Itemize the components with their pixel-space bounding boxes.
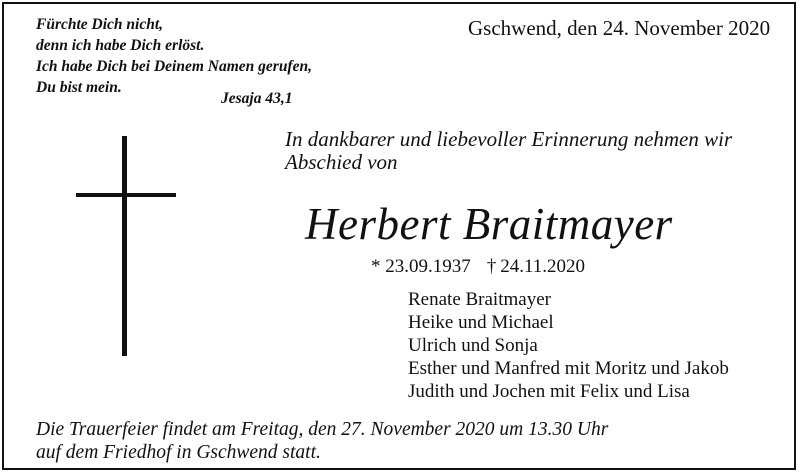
mourner-line: Esther und Manfred mit Moritz und Jakob: [408, 358, 729, 379]
bible-verse-line: Du bist mein.: [36, 79, 122, 96]
mourner-line: Renate Braitmayer: [408, 289, 551, 310]
death-date: 24.11.2020: [500, 256, 586, 277]
intro-line: In dankbarer und liebevoller Erinnerung nehmen wir: [285, 127, 733, 151]
life-dates: [371, 256, 585, 278]
mourner-line: Judith und Jochen mit Felix und Lisa: [408, 381, 690, 402]
bible-verse: [36, 14, 312, 98]
death-cross-icon: †: [486, 256, 497, 277]
intro-text: [285, 128, 732, 174]
service-line: Die Trauerfeier findet am Freitag, den 27. November 2020 um 13.30 Uhr: [36, 419, 609, 440]
cross-icon: [70, 130, 180, 360]
place-and-date: Gschwend, den 24. November 2020: [468, 16, 771, 40]
mourner-line: Heike und Michael: [408, 312, 554, 333]
service-line: auf dem Friedhof in Gschwend statt.: [36, 442, 321, 463]
bible-verse-line: denn ich habe Dich erlöst.: [36, 37, 205, 54]
mourner-line: Ulrich und Sonja: [408, 335, 538, 356]
birth-date: * 23.09.1937: [371, 256, 471, 277]
bible-verse-source: Jesaja 43,1: [221, 90, 293, 107]
mourners-list: [408, 288, 729, 403]
intro-line: Abschied von: [285, 150, 398, 174]
bible-verse-line: Ich habe Dich bei Deinem Namen gerufen,: [36, 58, 312, 75]
funeral-service-note: [36, 418, 608, 464]
bible-verse-line: Fürchte Dich nicht,: [36, 16, 164, 33]
deceased-name: Herbert Braitmayer: [305, 199, 673, 249]
